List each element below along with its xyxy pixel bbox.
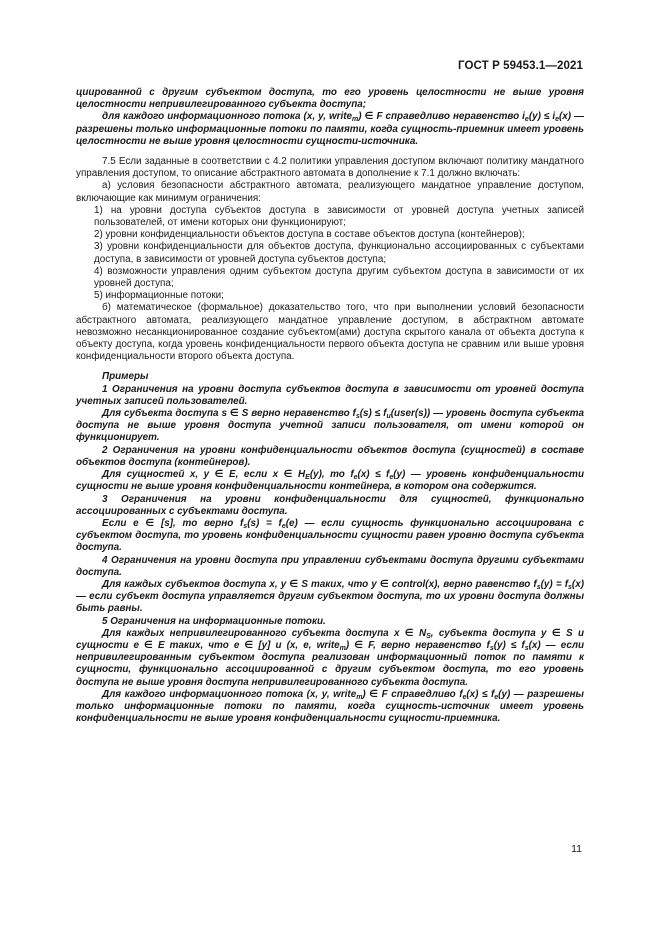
- example-2-text: Для сущностей x, y ∈ E, если x ∈ $H_E(y)$, то $f_e(x) \le f_e(y)$ — уровень конфиденциальности сущности не выше уровня конфиденциальности контейнера, в котором она содержится.: [76, 469, 584, 493]
- example-4-text: Для каждых субъектов доступа x, y ∈ S таких, что y ∈ control(x), верно равенство $f_s(y) = f_s(x)$ — если субъект доступа управляется другим субъектом доступа, то их уровни доступа должны быть равны.: [76, 578, 584, 615]
- examples-title: Примеры: [102, 371, 149, 383]
- example-5-text-2: Для каждого информационного потока (x, y, write$_m$) ∈ F справедливо $f_e(x) \le f_e(y)$ — разрешены только информационные потоки по памяти, когда сущность-источник имеет уровень конфиденциальности не выше уровня конфиденциальности сущности-приемника.: [76, 688, 584, 725]
- section-item-a: а) условия безопасности абстрактного автомата, реализующего мандатное управление доступом, включающие как минимум ограничения:: [76, 180, 584, 204]
- page-number: 11: [571, 843, 582, 855]
- example-3-title: 3 Ограничения на уровни конфиденциальности для сущностей, функционально ассоциированных с субъектами доступа.: [76, 493, 584, 517]
- section-item-b: б) математическое (формальное) доказательство того, что при выполнении условий безопасности абстрактного автомата, реализующего мандатное управление доступом, в абстрактном автомате невозможно несанкционированное создание субъектом(ами) доступа скрытого канала от объекта доступа к объекту доступа, когда уровень конфиденциальности первого объекта доступа не сравним или выше уровня конфиденциальности второго объекта доступа.: [76, 302, 584, 363]
- example-3-text: Если e ∈ [s], то верно $f_s(s) = f_e(e)$ — если сущность функционально ассоциирована с субъектом доступа, то уровень конфиденциальности сущности равен уровню доступа субъекта доступа.: [76, 517, 585, 554]
- document-body: [76, 87, 584, 725]
- example-5-text-1: Для каждых непривилегированного субъекта доступа x ∈ $N_S$, субъекта доступа y ∈ S и сущности e ∈ E таких, что e ∈ [y] и (x, e, write$_m$) ∈ F, верно неравенство $f_s(y) \le f_s(x)$ — если непривилегированным субъектом доступа реализован информационный поток по памяти к сущности, функционально ассоциированной с другим субъектом доступа, то его уровень доступа не выше уровня доступа непривилегированного субъекта доступа.: [76, 627, 585, 688]
- example-1-text: Для субъекта доступа s ∈ S верно неравенство $f_s(s)$ ≤ $f_u(user(s))$ — уровень доступа субъекта доступа не выше уровня доступа учетной записи пользователя, от имени которой он функционирует.: [76, 408, 585, 444]
- section-7-5-intro: 7.5 Если заданные в соответствии с 4.2 политики управления доступом включают политику мандатного управления доступом, то описание абстрактного автомата в дополнение к 7.1 должно включать:: [76, 156, 584, 180]
- subitem-4: 4) возможности управления одним субъектом доступа другим субъектом доступа в зависимости от их уровней доступа;: [94, 265, 584, 290]
- info-flow-integrity-rule: для каждого информационного потока (x, y, write$_m$) ∈ F справедливо неравенство $i_e(y) \le i_e(x)$ — разрешены только информационные потоки по памяти, когда сущность-приемник имеет уровень целостности не выше уровня целостности сущности-источника.: [76, 111, 584, 147]
- document-code-header: ГОСТ Р 59453.1—2021: [458, 60, 583, 72]
- subitem-1: 1) на уровни доступа субъектов доступа в зависимости от уровней доступа учетных записей пользователей, от имени которых они функционируют;: [94, 204, 584, 229]
- example-4-title: 4 Ограничения на уровни доступа при управлении субъектами доступа другими субъектами доступа.: [76, 554, 584, 578]
- example-5-title: 5 Ограничения на информационные потоки.: [102, 615, 326, 627]
- continued-paragraph: циированной с другим субъектом доступа, то его уровень целостности не выше уровня целостности непривилегированного субъекта доступа;: [76, 87, 584, 111]
- example-1-title: 1 Ограничения на уровни доступа субъектов доступа в зависимости от уровней доступа учетных записей пользователей.: [76, 383, 584, 407]
- example-2-title: 2 Ограничения на уровни конфиденциальности объектов доступа (сущностей) в составе объектов доступа (контейнеров).: [76, 444, 584, 468]
- subitem-3: 3) уровни конфиденциальности для объектов доступа, функционально ассоциированных с субъектами доступа, в зависимости от уровней доступа субъектов доступа;: [94, 241, 584, 265]
- subitem-5: 5) информационные потоки;: [94, 290, 224, 302]
- subitem-2: 2) уровни конфиденциальности объектов доступа в составе объектов доступа (контейнеров);: [94, 229, 525, 241]
